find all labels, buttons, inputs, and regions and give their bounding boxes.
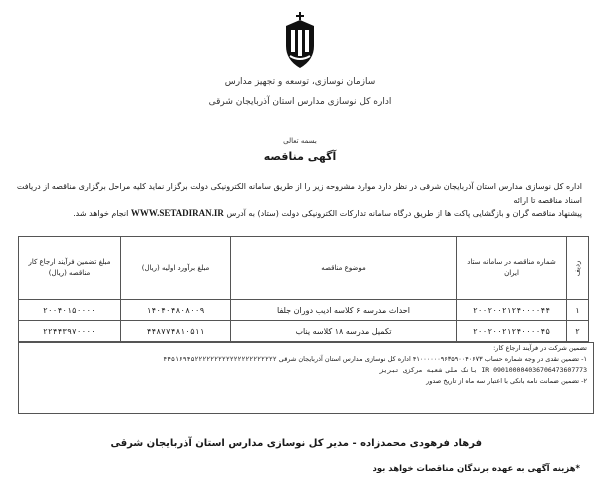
setad-website-link[interactable]: WWW.SETADIRAN.IR (130, 208, 224, 218)
notes-line-2: IR 090100004036706473607773 بانک ملی شعبه مرکزی تبریز (379, 366, 587, 374)
header-estimate: مبلغ برآورد اولیه (ریال) (121, 237, 231, 300)
notes-iban: ۴۴۵۱۶۹۴۵۲۲۲۲۲۲۲۲۲۲۲۲۲۲۲۲۲۲۲۲۲ (163, 355, 277, 363)
cell-guarantee: ۲۲۴۴۳۹۷۰۰۰۰ (19, 321, 121, 342)
intro-line-1: اداره کل نوسازی مدارس استان آذربایجان شرقی در نظر دارد موارد مشروحه زیر را از طریق سامانه الکترونیکی دولت برگزار نماید کلیه مراحل برگزاری مناقصه از دریافت اسناد مناقصه تا ارائه (16, 182, 582, 205)
cell-estimate: ۴۴۸۷۷۴۸۱۰۵۱۱ (121, 321, 231, 342)
organization-emblem-icon (278, 10, 322, 70)
table-row (19, 321, 589, 342)
cell-estimate: ۱۴۰۴۰۴۸۰۸۰۰۹ (121, 300, 231, 321)
notes-line-1 (19, 354, 587, 365)
notes-account-text: ۱- تضمین نقدی در وجه شماره حساب ۴۱۰۰۰۰۰۰۹۶۳۵۹۰۰۴۰۶۷۳ اداره کل نوسازی مدارس استان آذربایجان شرقی (278, 355, 587, 363)
cell-subject: احداث مدرسه ۶ کلاسه ادیب دوران جلفا (231, 300, 457, 321)
header-row-number: ردیف (567, 237, 589, 300)
cell-row-number: ۲ (567, 321, 589, 342)
cell-tender-number: ۲۰۰۲۰۰۲۱۲۴۰۰۰۰۴۵ (457, 321, 567, 342)
header-subject: موضوع مناقصه (231, 237, 457, 300)
intro-line-2-end: انجام خواهد شد. (73, 209, 129, 218)
organization-name: سازمان نوسازی، توسعه و تجهیز مدارس (224, 77, 376, 87)
guarantee-notes-box (18, 342, 594, 414)
table-row (19, 300, 589, 321)
notes-heading: تضمین شرکت در فرآیند ارجاع کار: (493, 344, 587, 352)
cell-tender-number: ۲۰۰۲۰۰۲۱۲۴۰۰۰۰۴۴ (457, 300, 567, 321)
bismillah-text: بسمه تعالی (283, 137, 317, 145)
intro-line-2 (12, 206, 582, 221)
header-guarantee: مبلغ تضمین فرآیند ارجاع کار مناقصه (ریال) (19, 237, 121, 300)
department-name: اداره کل نوسازی مدارس استان آذربایجان شرقی (208, 97, 392, 107)
intro-line-2-text: پیشنهاد مناقصه گران و بازگشایی پاکت ها از طریق درگاه سامانه تدارکات الکترونیکی دولت (ستاد) به آدرس (226, 209, 582, 218)
cell-subject: تکمیل مدرسه ۱۸ کلاسه یناب (231, 321, 457, 342)
notes-line-3: ۲- تضمین ضمانت نامه بانکی با اعتبار سه ماه از تاریخ صدور (426, 377, 587, 385)
table-header-row (19, 237, 589, 300)
cell-row-number: ۱ (567, 300, 589, 321)
notice-title: آگهی مناقصه (263, 150, 337, 163)
header-tender-number: شماره مناقصه در سامانه ستاد ایران (457, 237, 567, 300)
tender-table (18, 236, 589, 342)
signature-line: فرهاد فرهودی محمدزاده - مدیر کل نوسازی مدارس استان آذربایجان شرقی (110, 438, 482, 449)
cell-guarantee: ۲۰۰۴۰۱۵۰۰۰۰ (19, 300, 121, 321)
footer-note: *هزینه آگهی به عهده برندگان مناقصات خواهد بود (372, 464, 580, 474)
